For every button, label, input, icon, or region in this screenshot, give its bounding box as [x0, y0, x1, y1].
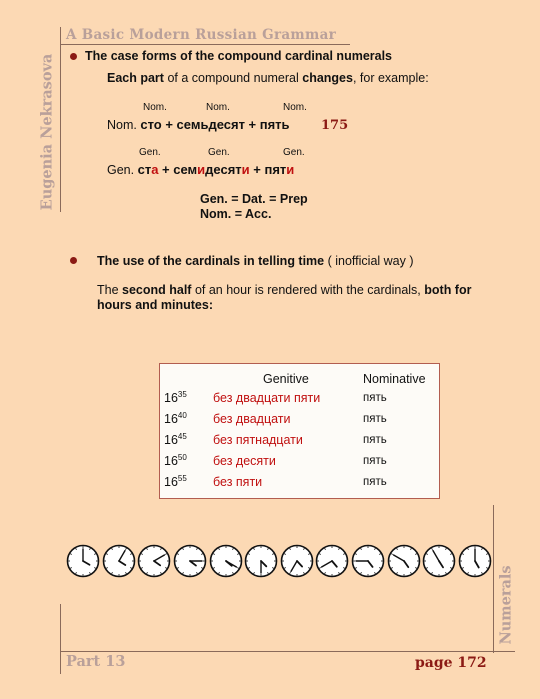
case-rule-1: Gen. = Dat. = Prep [200, 192, 308, 206]
nom-label-3: Nom. [283, 102, 307, 113]
time-cell: $16^{35}$ [164, 390, 187, 405]
genitive-cell: без двадцати пяти [213, 391, 321, 405]
clock-icon [102, 544, 136, 578]
header-genitive: Genitive [263, 372, 309, 386]
nominative-cell: пять [363, 392, 387, 404]
author-side-label: Eugenia Nekrasova [38, 53, 56, 211]
clock-icon [137, 544, 171, 578]
clock-icon [66, 544, 100, 578]
header-nominative: Nominative [363, 372, 426, 386]
case-rule-2: Nom. = Acc. [200, 207, 272, 221]
time-cell: $16^{50}$ [164, 453, 187, 468]
clock-icon [280, 544, 314, 578]
bullet [70, 257, 77, 264]
nom-label-1: Nom. [143, 102, 167, 113]
nominative-cell: пять [363, 413, 387, 425]
bullet [70, 53, 77, 60]
section1-intro: Each part of a compound numeral changes, for example: [107, 71, 429, 85]
frame-top-line [60, 44, 350, 45]
clock-icon [315, 544, 349, 578]
clock-icon [244, 544, 278, 578]
gen-label-1: Gen. [139, 147, 161, 158]
nom-row [107, 117, 290, 132]
time-cell: $16^{55}$ [164, 474, 187, 489]
genitive-cell: без пяти [213, 475, 263, 489]
time-cell: $16^{45}$ [164, 432, 187, 447]
page-number: page 172 [415, 655, 487, 671]
clock-icon [422, 544, 456, 578]
section2-title: The use of the cardinals in telling time ( inofficial way ) [97, 254, 414, 268]
clock-icon [173, 544, 207, 578]
gen-row-text: ста + семидесяти + пяти [137, 162, 295, 177]
section2-paragraph-line2: hours and minutes: [97, 298, 213, 312]
nominative-cell: пять [363, 434, 387, 446]
nom-label-2: Nom. [206, 102, 230, 113]
genitive-cell: без десяти [213, 454, 276, 468]
nom-row-label: Nom. [107, 118, 137, 132]
time-cell: $16^{40}$ [164, 411, 187, 426]
clock-icon [458, 544, 492, 578]
clock-icon [351, 544, 385, 578]
nominative-cell: пять [363, 455, 387, 467]
section2-paragraph: The second half of an hour is rendered with the cardinals, both for [97, 283, 472, 297]
time-table [159, 363, 440, 499]
part-label: Part 13 [66, 653, 126, 670]
clock-row [66, 544, 492, 578]
frame-bottom-line [60, 651, 515, 652]
section-side-label: Numerals [497, 565, 515, 645]
genitive-cell: без пятнадцати [213, 433, 303, 447]
gen-label-2: Gen. [208, 147, 230, 158]
book-title: A Basic Modern Russian Grammar [66, 27, 337, 43]
gen-label-3: Gen. [283, 147, 305, 158]
nominative-cell: пять [363, 476, 387, 488]
genitive-cell: без двадцати [213, 412, 291, 426]
frame-bottom-left-line [60, 604, 61, 674]
section1-title: The case forms of the compound cardinal numerals [85, 49, 393, 63]
clock-icon [387, 544, 421, 578]
gen-row-label: Gen. [107, 163, 135, 177]
gen-row [107, 162, 294, 177]
nom-row-text: сто + семьдесят + пять [140, 117, 290, 132]
number-175: 175 [321, 118, 349, 133]
clock-icon [209, 544, 243, 578]
